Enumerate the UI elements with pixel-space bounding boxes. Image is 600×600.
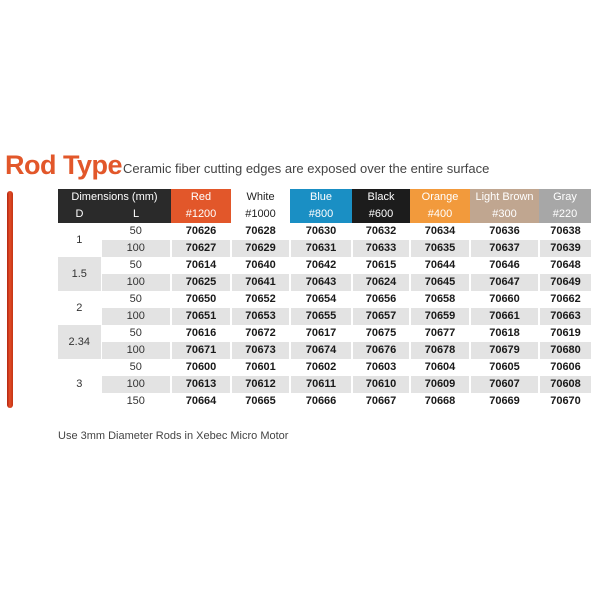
grit-number: #300: [492, 208, 517, 220]
rod-product-image: [7, 191, 13, 408]
product-code-cell: 70643: [290, 274, 352, 291]
product-code-cell: 70658: [410, 291, 470, 308]
product-code-cell: 70654: [290, 291, 352, 308]
product-code-cell: 70634: [410, 223, 470, 240]
dimensions-header: Dimensions (mm): [58, 189, 171, 206]
product-code-cell: 70624: [352, 274, 410, 291]
product-code-cell: 70605: [470, 359, 539, 376]
grit-number: #1200: [185, 208, 217, 220]
product-code-cell: 70665: [231, 393, 290, 410]
product-code-cell: 70655: [290, 308, 352, 325]
column-header: [352, 189, 410, 223]
product-code-cell: 70636: [470, 223, 539, 240]
column-header: [171, 189, 231, 223]
table-body: [58, 223, 591, 410]
product-code-cell: 70626: [171, 223, 231, 240]
grit-number: #600: [368, 208, 394, 220]
product-code-cell: 70672: [231, 325, 290, 342]
product-code-cell: 70618: [470, 325, 539, 342]
product-code-cell: 70679: [470, 342, 539, 359]
product-code-cell: 70637: [470, 240, 539, 257]
table-row: [58, 223, 591, 240]
product-code-cell: 70613: [171, 376, 231, 393]
product-code-cell: 70668: [410, 393, 470, 410]
product-code-cell: 70644: [410, 257, 470, 274]
product-code-cell: 70603: [352, 359, 410, 376]
product-code-cell: 70608: [539, 376, 591, 393]
product-code-cell: 70669: [470, 393, 539, 410]
product-code-cell: 70639: [539, 240, 591, 257]
product-code-cell: 70667: [352, 393, 410, 410]
product-code-cell: 70676: [352, 342, 410, 359]
product-code-cell: 70628: [231, 223, 290, 240]
product-code-cell: 70660: [470, 291, 539, 308]
product-code-cell: 70659: [410, 308, 470, 325]
product-code-cell: 70657: [352, 308, 410, 325]
diameter-cell: 2.34: [58, 325, 101, 359]
table-row: [58, 291, 591, 308]
length-subheader: L: [101, 206, 171, 223]
product-code-cell: 70662: [539, 291, 591, 308]
grit-number: #1000: [245, 208, 276, 220]
table-row: [58, 342, 591, 359]
product-code-cell: 70647: [470, 274, 539, 291]
length-cell: 100: [101, 342, 171, 359]
product-code-cell: 70607: [470, 376, 539, 393]
product-code-cell: 70640: [231, 257, 290, 274]
product-code-cell: 70677: [410, 325, 470, 342]
product-code-cell: 70612: [231, 376, 290, 393]
length-cell: 100: [101, 308, 171, 325]
diameter-cell: 1: [58, 223, 101, 257]
length-cell: 50: [101, 223, 171, 240]
product-code-cell: 70601: [231, 359, 290, 376]
column-header: [231, 189, 290, 223]
product-code-cell: 70663: [539, 308, 591, 325]
product-code-cell: 70625: [171, 274, 231, 291]
column-header: [539, 189, 591, 223]
color-name: Blue: [309, 191, 333, 203]
product-code-cell: 70653: [231, 308, 290, 325]
product-code-cell: 70675: [352, 325, 410, 342]
product-code-cell: 70680: [539, 342, 591, 359]
product-code-cell: 70656: [352, 291, 410, 308]
product-code-cell: 70635: [410, 240, 470, 257]
length-cell: 50: [101, 291, 171, 308]
column-header: [410, 189, 470, 223]
length-cell: 100: [101, 274, 171, 291]
grit-number: #400: [427, 208, 453, 220]
product-code-cell: 70611: [290, 376, 352, 393]
grit-number: #220: [552, 208, 578, 220]
product-code-cell: 70616: [171, 325, 231, 342]
length-cell: 50: [101, 325, 171, 342]
grit-number: #800: [308, 208, 334, 220]
color-name: Black: [367, 191, 395, 203]
diameter-cell: 2: [58, 291, 101, 325]
product-code-cell: 70633: [352, 240, 410, 257]
diameter-subheader: D: [58, 206, 101, 223]
column-header: [290, 189, 352, 223]
page-title: Rod Type: [5, 150, 122, 180]
product-code-cell: 70606: [539, 359, 591, 376]
color-name: Red: [190, 191, 212, 203]
color-name: White: [246, 191, 275, 203]
table-row: [58, 376, 591, 393]
table-row: [58, 308, 591, 325]
footnote: Use 3mm Diameter Rods in Xebec Micro Motor: [58, 430, 289, 442]
product-code-cell: 70645: [410, 274, 470, 291]
product-code-cell: 70638: [539, 223, 591, 240]
product-code-cell: 70652: [231, 291, 290, 308]
spec-table: [58, 189, 591, 410]
product-code-cell: 70610: [352, 376, 410, 393]
product-code-cell: 70615: [352, 257, 410, 274]
product-code-cell: 70617: [290, 325, 352, 342]
length-cell: 50: [101, 257, 171, 274]
product-code-cell: 70627: [171, 240, 231, 257]
length-cell: 50: [101, 359, 171, 376]
product-code-cell: 70609: [410, 376, 470, 393]
length-cell: 150: [101, 393, 171, 410]
table-row: [58, 274, 591, 291]
column-header: [470, 189, 539, 223]
length-cell: 100: [101, 240, 171, 257]
product-code-cell: 70641: [231, 274, 290, 291]
product-code-cell: 70631: [290, 240, 352, 257]
table-row: [58, 240, 591, 257]
product-code-cell: 70602: [290, 359, 352, 376]
product-code-cell: 70614: [171, 257, 231, 274]
diameter-cell: 3: [58, 359, 101, 410]
product-code-cell: 70661: [470, 308, 539, 325]
color-name: Light Brown: [475, 191, 534, 203]
color-name: Orange: [421, 191, 459, 203]
product-code-cell: 70678: [410, 342, 470, 359]
color-name: Gray: [553, 191, 577, 203]
table-row: [58, 325, 591, 342]
product-code-cell: 70673: [231, 342, 290, 359]
product-code-cell: 70630: [290, 223, 352, 240]
product-code-cell: 70619: [539, 325, 591, 342]
product-code-cell: 70629: [231, 240, 290, 257]
product-code-cell: 70632: [352, 223, 410, 240]
product-code-cell: 70648: [539, 257, 591, 274]
table-row: [58, 393, 591, 410]
product-code-cell: 70674: [290, 342, 352, 359]
product-code-cell: 70642: [290, 257, 352, 274]
product-code-cell: 70671: [171, 342, 231, 359]
page-subtitle: Ceramic fiber cutting edges are exposed over the entire surface: [123, 161, 490, 176]
product-code-cell: 70604: [410, 359, 470, 376]
product-code-cell: 70649: [539, 274, 591, 291]
table-row: [58, 257, 591, 274]
product-code-cell: 70664: [171, 393, 231, 410]
product-code-cell: 70666: [290, 393, 352, 410]
table-header: [58, 189, 591, 223]
product-code-cell: 70646: [470, 257, 539, 274]
product-code-cell: 70651: [171, 308, 231, 325]
product-code-cell: 70650: [171, 291, 231, 308]
diameter-cell: 1.5: [58, 257, 101, 291]
product-code-cell: 70670: [539, 393, 591, 410]
table-row: [58, 359, 591, 376]
product-code-cell: 70600: [171, 359, 231, 376]
length-cell: 100: [101, 376, 171, 393]
